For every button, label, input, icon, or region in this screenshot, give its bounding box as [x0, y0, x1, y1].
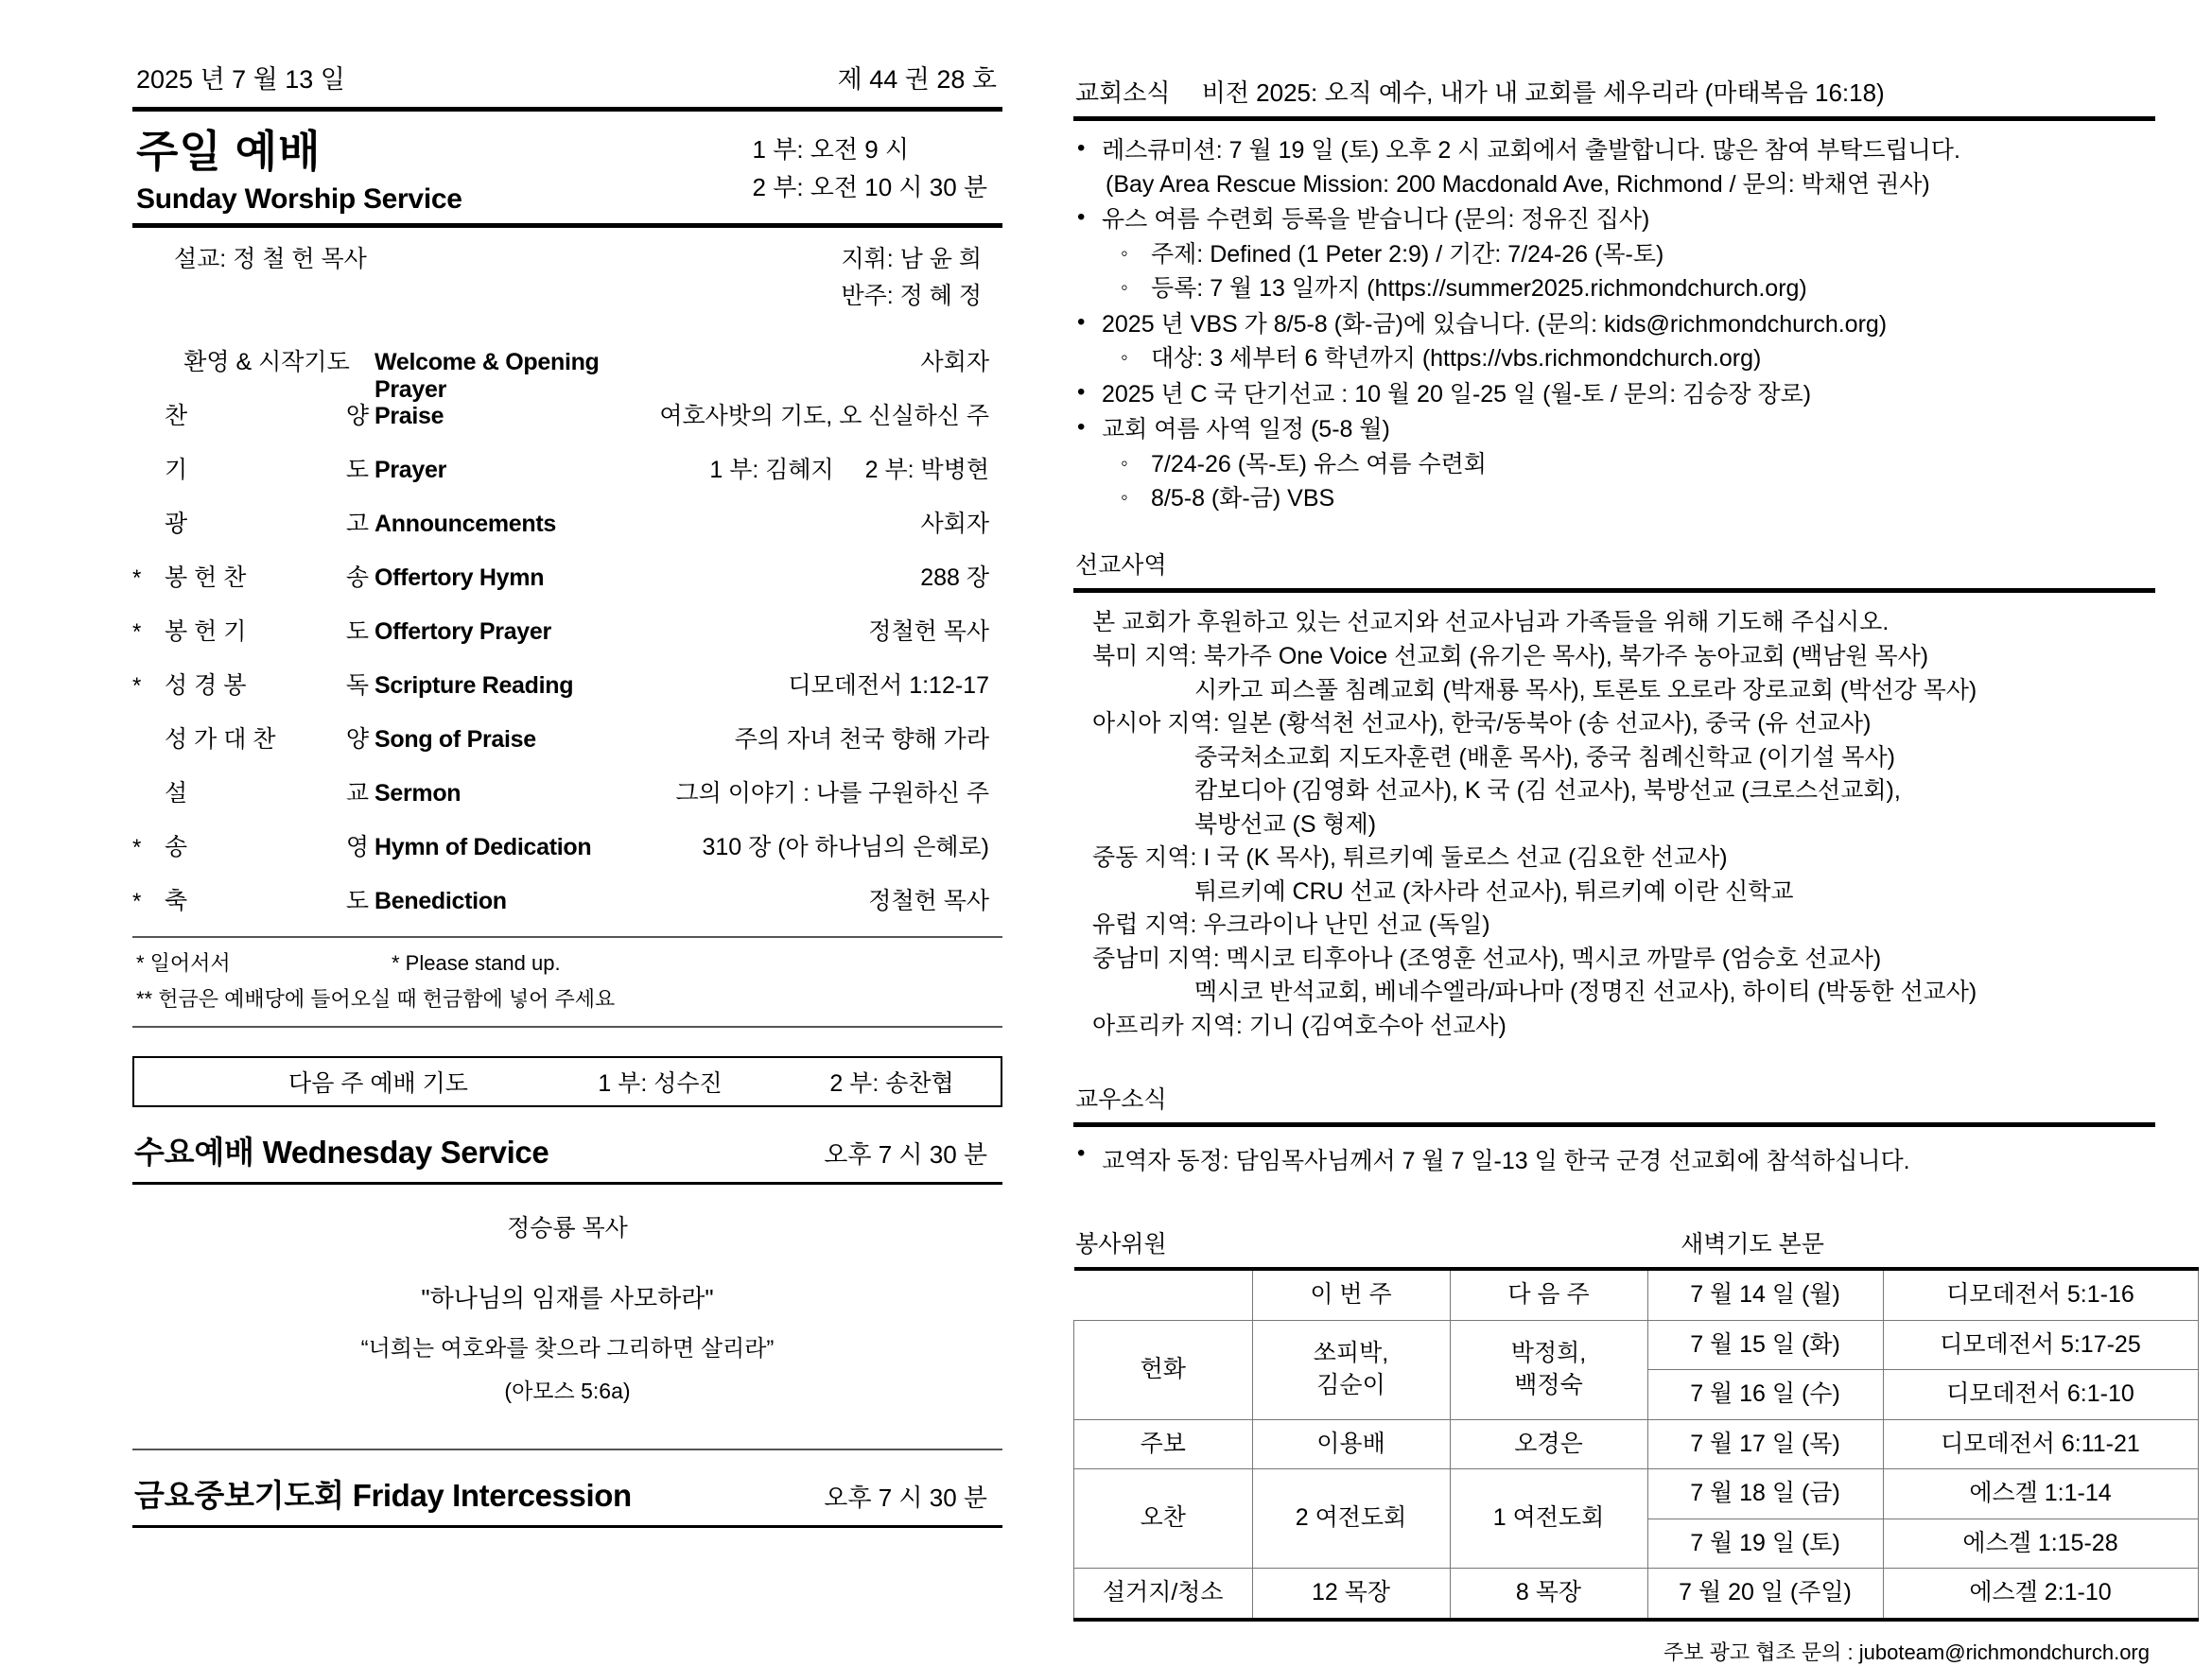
- order-value: [628, 451, 1002, 485]
- order-row: [132, 667, 1002, 720]
- list-item: ◦ 8/5-8 (화-금) VBS: [1102, 482, 2155, 516]
- order-label-korean: [165, 882, 374, 916]
- mission-line: 캄보디아 (김영화 선교사), K 국 (김 선교사), 북방선교 (크로스선교회),: [1194, 777, 1901, 804]
- list-item: [1073, 308, 2155, 376]
- news-text: • 교회 여름 사역 일정 (5-8 월): [1102, 416, 1390, 443]
- list-item: ◦ 주제: Defined (1 Peter 2:9) / 기간: 7/24-26 (목-토): [1102, 238, 2155, 272]
- stand-note-korean: * 일어서서: [136, 950, 231, 975]
- duty-head-left: 봉사위원: [1075, 1231, 1167, 1258]
- order-value-main: 사회자: [920, 510, 989, 537]
- news-text: • 2025 년 VBS 가 8/5-8 (화-금)에 있습니다. (문의: kids@richmondchurch.org): [1102, 310, 1888, 338]
- member-news-title: 교우소식: [1075, 1086, 1167, 1113]
- stand-marker: *: [132, 834, 142, 860]
- duty-this-week: 12 목장: [1252, 1569, 1450, 1620]
- duty-name-line: 박정희,: [1510, 1340, 1587, 1366]
- order-value-main: 사회자: [920, 348, 989, 375]
- wednesday-preacher: 정승룡 목사: [507, 1214, 628, 1241]
- service-times: [753, 131, 997, 216]
- mission-line: 유럽 지역: 우크라이나 난민 선교 (독일): [1092, 911, 1490, 938]
- duty-name-line: 쏘피박,: [1313, 1340, 1389, 1366]
- order-label-english: Song of Praise: [374, 725, 536, 753]
- order-label-ko-a: 찬: [165, 402, 188, 429]
- masthead: [132, 112, 1002, 223]
- news-sub-list: [1102, 448, 2155, 516]
- next-week-prayer-second: 2 부: 송찬협: [829, 1069, 954, 1097]
- order-label-ko-b: 교: [345, 779, 369, 807]
- mission-line: 튀르키예 CRU 선교 (차사라 선교사), 튀르키예 이란 신학교: [1194, 877, 1794, 905]
- order-value: [628, 343, 1002, 377]
- news-text: • 2025 년 C 국 단기선교 : 10 월 20 일-25 일 (월-토 / 문의: 김승장 장로): [1102, 380, 1812, 408]
- order-value: [628, 774, 1002, 808]
- duty-label: 오찬: [1074, 1469, 1253, 1569]
- order-row: [132, 882, 1002, 936]
- music-leaders: [841, 241, 995, 315]
- order-value-main: 288 장: [920, 564, 989, 591]
- table-row: [1074, 1269, 2199, 1320]
- order-label-korean: [165, 343, 374, 377]
- worship-leaders: [132, 228, 1002, 315]
- mission-intro: 본 교회가 후원하고 있는 선교지와 선교사님과 가족들을 위해 기도해 주십시오.: [1092, 608, 1890, 635]
- order-label-ko-a: 성 가 대 찬: [165, 725, 276, 753]
- order-row: [132, 397, 1002, 451]
- order-value-main: 그의 이야기 : 나를 구원하신 주: [675, 779, 989, 807]
- duty-next-week: 8 목장: [1450, 1569, 1647, 1620]
- mission-line: 시카고 피스풀 침례교회 (박재룡 목사), 토론토 오로라 장로교회 (박선강 목사): [1194, 676, 1977, 703]
- duty-cell-empty: [1074, 1269, 1253, 1320]
- order-label-ko-a: 설: [165, 779, 188, 807]
- duty-label: 헌화: [1074, 1320, 1253, 1419]
- order-label-korean: [165, 451, 374, 485]
- dawn-passage: 디모데전서 6:1-10: [1883, 1370, 2198, 1420]
- list-item: [1073, 203, 2155, 306]
- table-row: [1074, 1469, 2199, 1519]
- order-label-ko-b: 양: [345, 402, 369, 429]
- order-label-ko-a: 봉 헌 찬: [165, 564, 247, 591]
- order-label-english: Offertory Prayer: [374, 617, 551, 645]
- order-label-korean: [165, 613, 374, 647]
- page-title-english: Sunday Worship Service: [136, 183, 462, 216]
- duty-table-headers: [1073, 1176, 2155, 1267]
- duty-col-this-week: 이 번 주: [1252, 1269, 1450, 1320]
- order-label-ko-b: 영: [345, 833, 369, 860]
- issue-date: 2025 년 7 월 13 일: [136, 65, 345, 94]
- next-week-prayer-title: 다음 주 예배 기도: [288, 1069, 468, 1097]
- dawn-date: 7 월 15 일 (화): [1647, 1320, 1883, 1370]
- order-label-ko-a: 송: [165, 833, 188, 860]
- order-value: [628, 559, 1002, 593]
- order-label-ko-a: 축: [165, 887, 188, 914]
- order-row: [132, 343, 1002, 403]
- duty-name-line: 백정숙: [1514, 1371, 1583, 1398]
- news-sub-list: [1102, 238, 2155, 306]
- dawn-date: 7 월 16 일 (수): [1647, 1370, 1883, 1420]
- dawn-date: 7 월 14 일 (월): [1647, 1269, 1883, 1320]
- dawn-passage: 에스겔 1:1-14: [1883, 1469, 2198, 1519]
- order-label-english: Prayer: [374, 456, 447, 483]
- friday-title-english: Friday Intercession: [352, 1477, 632, 1513]
- stand-marker: *: [132, 618, 142, 645]
- list-item: [1073, 413, 2155, 516]
- dawn-passage: 에스겔 1:15-28: [1883, 1518, 2198, 1569]
- friday-title-korean: 금요중보기도회: [134, 1477, 344, 1513]
- next-week-prayer-first: 1 부: 성수진: [598, 1069, 723, 1097]
- masthead-titles: [136, 125, 462, 216]
- duty-this-week: 이용배: [1252, 1419, 1450, 1469]
- list-item: ◦ 대상: 3 세부터 6 학년까지 (https://vbs.richmondchurch.org): [1102, 342, 2155, 376]
- order-value: [628, 720, 1002, 755]
- notes-bottom-rule: [132, 1026, 1002, 1028]
- duty-name-line: 김순이: [1316, 1371, 1385, 1398]
- duty-this-week: [1252, 1320, 1450, 1419]
- duty-col-next-week: 다 음 주: [1450, 1269, 1647, 1320]
- church-news-list: [1073, 121, 2155, 516]
- order-label-ko-a: 환영 & 시작기도: [183, 348, 350, 375]
- dawn-date: 7 월 18 일 (금): [1647, 1469, 1883, 1519]
- wednesday-title-english: Wednesday Service: [262, 1134, 549, 1170]
- order-row: [132, 720, 1002, 774]
- order-label-ko-a: 기: [165, 456, 188, 483]
- order-label-ko-a: 성 경 봉: [165, 671, 247, 699]
- order-value: [628, 613, 1002, 647]
- table-row: [1074, 1320, 2199, 1370]
- list-item: ◦ 7/24-26 (목-토) 유스 여름 수련회: [1102, 448, 2155, 482]
- order-label-korean: [165, 559, 374, 593]
- service-time-second: 2 부: 오전 10 시 30 분: [752, 172, 987, 201]
- order-label-english: Praise: [374, 402, 444, 429]
- stand-marker: *: [132, 564, 142, 591]
- order-label-english: Benediction: [374, 887, 507, 914]
- page-title-korean: 주일 예배: [136, 127, 322, 176]
- church-news-title: [1073, 74, 2155, 116]
- order-value-main: 디모데전서 1:12-17: [788, 671, 989, 699]
- order-value-main: 여호사밧의 기도, 오 신실하신 주: [659, 402, 989, 429]
- order-of-worship: [132, 343, 1002, 936]
- wednesday-reference: (아모스 5:6a): [504, 1378, 631, 1403]
- dawn-passage: 에스겔 2:1-10: [1883, 1569, 2198, 1620]
- left-column: [0, 0, 1002, 1564]
- issue-number: 제 44 권 28 호: [837, 65, 997, 94]
- order-value: [628, 667, 1002, 701]
- order-label-english: Offertory Hymn: [374, 564, 545, 591]
- dawn-passage: 디모데전서 5:1-16: [1883, 1269, 2198, 1320]
- dawn-date: 7 월 17 일 (목): [1647, 1419, 1883, 1469]
- wednesday-title-korean: 수요예배: [134, 1134, 254, 1170]
- order-label-korean: [165, 828, 374, 862]
- order-value-main: 주의 자녀 천국 향해 가라: [734, 725, 989, 753]
- order-label-english: Sermon: [374, 779, 462, 807]
- right-column: [1002, 0, 2212, 1664]
- order-label-ko-a: 광: [165, 510, 188, 537]
- friday-service-header: [132, 1450, 1002, 1525]
- wednesday-title: [134, 1128, 549, 1172]
- order-label-ko-b: 도: [345, 456, 369, 483]
- preacher-line: 설교: 정 철 헌 목사: [174, 246, 367, 273]
- wednesday-time: 오후 7 시 30 분: [824, 1139, 987, 1169]
- order-value-main: 정철헌 목사: [868, 887, 989, 914]
- order-label-korean: [165, 397, 374, 431]
- list-item: [1073, 378, 2155, 412]
- table-row: [1074, 1419, 2199, 1469]
- news-text: • 레스큐미션: 7 월 19 일 (토) 오후 2 시 교회에서 출발합니다. 많은 참여 부탁드립니다.: [1102, 137, 1960, 164]
- order-value: [628, 505, 1002, 539]
- dawn-date: 7 월 20 일 (주일): [1647, 1569, 1883, 1620]
- order-value: [628, 397, 1002, 431]
- order-row: [132, 613, 1002, 667]
- list-item: ◦ 등록: 7 월 13 일까지 (https://summer2025.richmondchurch.org): [1102, 272, 2155, 306]
- news-text: • 유스 여름 수련회 등록을 받습니다 (문의: 정유진 집사): [1102, 206, 1650, 233]
- mission-line: 중국처소교회 지도자훈련 (배훈 목사), 중국 침례신학교 (이기설 목사): [1194, 743, 1895, 771]
- footer-contact: 주보 광고 협조 문의 : juboteam@richmondchurch.org: [1663, 1640, 2150, 1664]
- next-week-prayer-box: [132, 1056, 1002, 1107]
- order-value-main: 310 장 (아 하나님의 은혜로): [702, 833, 989, 860]
- wednesday-theme: "하나님의 임재를 사모하라": [421, 1283, 714, 1312]
- order-label-ko-b: 도: [345, 887, 369, 914]
- mission-section-title: 선교사역: [1075, 551, 1167, 579]
- order-label-ko-b: 고: [345, 510, 369, 537]
- order-row: [132, 828, 1002, 882]
- worship-notes: [132, 938, 1002, 1026]
- mission-line: 북방선교 (S 형제): [1194, 810, 1377, 838]
- dawn-passage: 디모데전서 6:11-21: [1883, 1419, 2198, 1469]
- stand-marker: *: [132, 888, 142, 914]
- order-value-secondary: 2 부: 박병현: [864, 456, 989, 483]
- order-label-ko-b: 양: [345, 725, 369, 753]
- order-row: [132, 559, 1002, 613]
- duty-this-week: 2 여전도회: [1252, 1469, 1450, 1569]
- service-time-first: 1 부: 오전 9 시: [752, 135, 910, 165]
- order-label-english: Hymn of Dedication: [374, 833, 592, 860]
- mission-line: 중동 지역: I 국 (K 목사), 튀르키예 둘로스 선교 (김요한 선교사): [1092, 844, 1728, 871]
- order-label-korean: [165, 505, 374, 539]
- friday-time: 오후 7 시 30 분: [824, 1483, 987, 1512]
- news-sub-list: [1102, 342, 2155, 376]
- duty-next-week: 1 여전도회: [1450, 1469, 1647, 1569]
- wednesday-service-header: [132, 1107, 1002, 1182]
- stand-note-row: [136, 946, 999, 982]
- order-label-korean: [165, 667, 374, 701]
- duty-head-right: 새벽기도 본문: [1681, 1231, 1824, 1258]
- order-row: [132, 451, 1002, 505]
- order-label-english: Welcome & Opening Prayer: [374, 348, 600, 403]
- list-item: • 교역자 동정: 담임목사님께서 7 월 7 일-13 일 한국 군경 선교회에 참석하십니다.: [1073, 1142, 2155, 1176]
- order-value-main: 정철헌 목사: [868, 617, 989, 645]
- friday-title: [134, 1471, 632, 1516]
- spacer: [132, 1414, 1002, 1449]
- conductor-line: 지휘: 남 윤 희: [841, 246, 982, 273]
- issue-row: [132, 59, 1002, 107]
- mission-line: 중남미 지역: 멕시코 티후아나 (조영훈 선교사), 멕시코 까말루 (엄승호 선교사): [1092, 945, 1882, 972]
- wednesday-service-body: [132, 1185, 1002, 1414]
- order-label-ko-b: 송: [345, 564, 369, 591]
- order-value-main: 1 부: 김혜지: [709, 456, 834, 483]
- order-label-ko-a: 봉 헌 기: [165, 617, 247, 645]
- duty-next-week: 오경은: [1450, 1419, 1647, 1469]
- duty-and-dawn-prayer-table: [1073, 1267, 2199, 1622]
- order-label-english: Scripture Reading: [374, 671, 574, 699]
- mission-line: 북미 지역: 북가주 One Voice 선교회 (유기은 목사), 북가주 농아교회 (백남원 목사): [1092, 643, 1929, 669]
- accompanist-line: 반주: 정 혜 정: [841, 282, 982, 309]
- stand-note-english: * Please stand up.: [392, 950, 561, 975]
- order-row: [132, 774, 1002, 828]
- order-value: [628, 828, 1002, 862]
- order-row: [132, 505, 1002, 559]
- duty-label: 주보: [1074, 1419, 1253, 1469]
- order-label-korean: [165, 720, 374, 755]
- order-value: [628, 882, 1002, 916]
- duty-label: 설거지/청소: [1074, 1569, 1253, 1620]
- list-item: [1073, 134, 2155, 201]
- stand-marker: *: [132, 672, 142, 699]
- friday-rule: [132, 1525, 1002, 1528]
- order-label-korean: [165, 774, 374, 808]
- dawn-passage: 디모데전서 5:17-25: [1883, 1320, 2198, 1370]
- dawn-date: 7 월 19 일 (토): [1647, 1518, 1883, 1569]
- wednesday-verse: “너희는 여호와를 찾으라 그리하면 살리라”: [360, 1335, 775, 1362]
- offering-note: ** 헌금은 예배당에 들어오실 때 헌금함에 넣어 주세요: [136, 987, 616, 1012]
- order-label-english: Announcements: [374, 510, 556, 537]
- mission-line: 아프리카 지역: 기니 (김여호수아 선교사): [1092, 1012, 1507, 1039]
- order-label-ko-b: 도: [345, 617, 369, 645]
- member-news-list: [1073, 1127, 2155, 1176]
- mission-body: [1073, 593, 2155, 1044]
- table-row: [1074, 1569, 2199, 1620]
- church-news-vision: 비전 2025: 오직 예수, 내가 내 교회를 세우리라 (마태복음 16:18): [1201, 78, 1885, 107]
- mission-line: 아시아 지역: 일본 (황석천 선교사), 한국/동북아 (송 선교사), 중국 (유 선교사): [1092, 710, 1872, 737]
- mission-line: 멕시코 반석교회, 베네수엘라/파나마 (정명진 선교사), 하이티 (박동한 선교사): [1194, 979, 1977, 1005]
- order-label-ko-b: 독: [345, 671, 369, 699]
- news-continuation: (Bay Area Rescue Mission: 200 Macdonald Ave, Richmond / 문의: 박채연 권사): [1106, 170, 1930, 198]
- duty-next-week: [1450, 1320, 1647, 1419]
- church-news-head: 교회소식: [1075, 78, 1171, 107]
